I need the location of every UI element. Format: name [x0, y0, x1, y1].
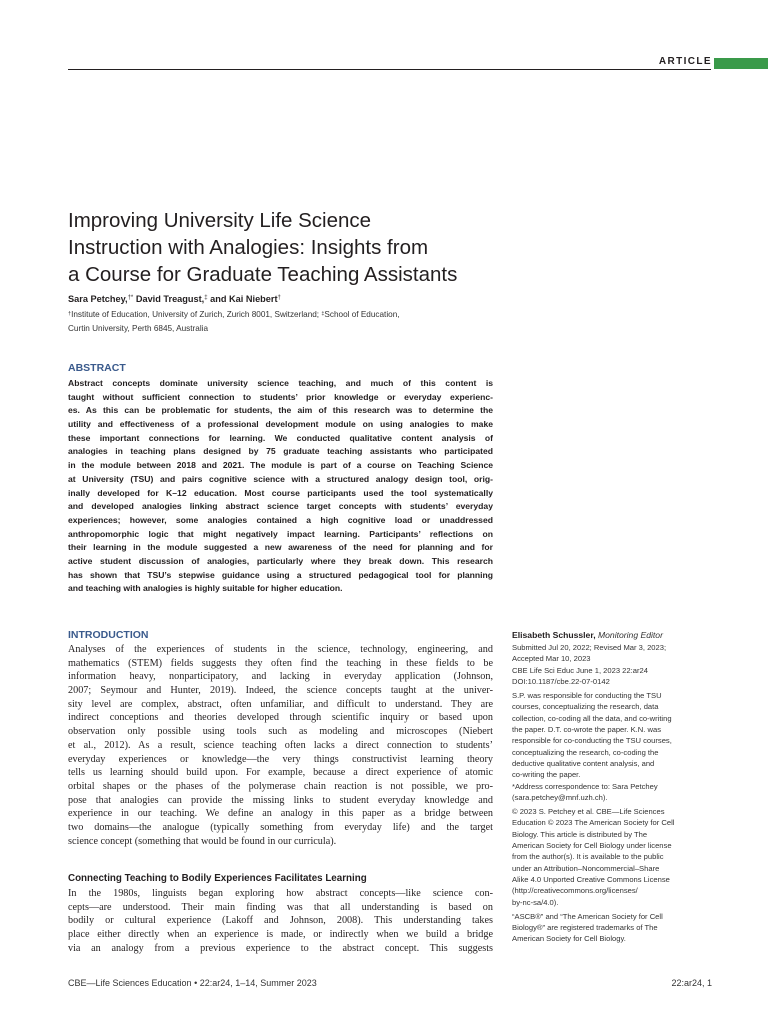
- article-metadata-sidebar: [512, 630, 712, 945]
- body-line: tells us learning should build upon. For example, because a direct experience of atomic: [68, 767, 493, 779]
- copyright-notice: Education © 2023 The American Society for Cell: [512, 818, 675, 828]
- copyright-notice: © 2023 S. Petchey et al. CBE—Life Sciences: [512, 807, 665, 817]
- affiliation-marker: †: [68, 311, 72, 317]
- journal-footer: CBE—Life Sciences Education • 22:ar24, 1–14, Summer 2023: [68, 978, 317, 988]
- body-line: pose that analogies can provide the missing links to student everyday knowledge and: [68, 794, 493, 806]
- article-title: [68, 207, 538, 288]
- submission-dates: Accepted Mar 10, 2023: [512, 654, 591, 664]
- abstract-line: these important connections for learning. We conducted qualitative content analysis of: [68, 432, 493, 443]
- body-line: cepts—are understood. Their main finding was that all understanding is based on: [68, 901, 493, 913]
- page-number: 22:ar24, 1: [671, 978, 712, 988]
- trademark-notice: “ASCB®” and “The American Society for Cell: [512, 911, 663, 921]
- body-line: science concept (something that would be found in our curricula).: [68, 835, 337, 847]
- header-accent-bar: [714, 58, 768, 69]
- author-marker: †: [277, 295, 281, 301]
- abstract-line: experiences; however, some analogies contained a high cognitive load or unaddressed: [68, 514, 493, 525]
- body-line: information heavy, nonparticipatory, and lacking in everyday application (Johnson,: [68, 671, 493, 683]
- abstract-line: utility and effectiveness of a professional development module on using analogies to make: [68, 419, 493, 430]
- trademark-notice: Biology®” are registered trademarks of The: [512, 923, 658, 933]
- trademark-notice: American Society for Cell Biology.: [512, 934, 626, 944]
- affiliation-marker: ‡: [321, 311, 325, 317]
- body-line: indirect conceptions and theories developed through scientific inquiry or based upon: [68, 712, 493, 724]
- author-contributions: deductive qualitative content analysis, and: [512, 758, 655, 768]
- author-contributions: responsible for co-conducting the TSU courses,: [512, 736, 672, 746]
- body-line: In the 1980s, linguists began exploring how abstract concepts—like science con-: [68, 888, 493, 899]
- author-contributions: co-writing the paper.: [512, 770, 581, 780]
- editor-name: Elisabeth Schussler,: [512, 630, 596, 640]
- header-rule: [68, 69, 711, 70]
- author-contributions: courses, conceptualizing the research, data: [512, 702, 659, 712]
- affiliations: [68, 308, 508, 335]
- copyright-notice: under an Attribution–Noncommercial–Share: [512, 863, 660, 873]
- copyright-notice: from the author(s). It is available to the public: [512, 852, 664, 862]
- author-marker: ‡: [204, 295, 208, 301]
- license-link[interactable]: by-nc-sa/4.0).: [512, 897, 559, 907]
- body-line: via an analogy from a previous experience to the abstract concept. This suggests: [68, 942, 493, 954]
- abstract-line: their learning in the module suggested a new awareness of the need for planning and for: [68, 542, 493, 553]
- introduction-heading: INTRODUCTION: [68, 629, 149, 641]
- author-contributions: S.P. was responsible for conducting the TSU: [512, 691, 662, 701]
- abstract-line: has shown that TSU’s stepwise guidance using a structured pedagogical tool for planning: [68, 569, 493, 580]
- submission-dates: Submitted Jul 20, 2022; Revised Mar 3, 2023;: [512, 643, 667, 652]
- copyright-notice: American Society for Cell Biology under license: [512, 841, 672, 851]
- body-line: Analyses of the experiences of students in the science, technology, engineering, and: [68, 644, 493, 655]
- body-line: place either directly when an experience is made, or indirectly when we build a bridge: [68, 929, 493, 941]
- author-name: Sara Petchey,: [68, 294, 128, 304]
- body-line: two domains—the analogue (typically something from everyday life) and the target: [68, 821, 493, 833]
- abstract-line: in the module between 2018 and 2021. The module is part of a course on Teaching Science: [68, 460, 493, 471]
- body-line: et al., 2012). As a result, science teaching often lacks a direct connection to students’: [68, 739, 493, 751]
- author-marker: †*: [127, 295, 134, 301]
- citation-info: CBE Life Sci Educ June 1, 2023 22:ar24: [512, 665, 648, 675]
- abstract-line: inally developed for K–12 education. Most course participants used the tool systematically: [68, 487, 493, 498]
- copyright-notice: Biology. This article is distributed by The: [512, 829, 648, 839]
- body-line: everyday experiences or knowledge—the very things constructivist learning theory: [68, 753, 493, 765]
- abstract-line: taught without sufficient connection to students’ prior knowledge or everyday experienc-: [68, 391, 493, 402]
- body-line: bodily or cultural experience (Lakoff and Johnson, 2008). This understanding takes: [68, 915, 493, 927]
- title-line: a Course for Graduate Teaching Assistants: [68, 263, 458, 286]
- abstract-heading: ABSTRACT: [68, 362, 126, 374]
- abstract-line: and teaching with analogies is highly suitable for higher education.: [68, 583, 343, 594]
- abstract-line: anthropomorphic logic that might negatively impact learning. Participants’ reflections on: [68, 528, 493, 539]
- abstract-line: at University (TSU) and pairs cognitive science with a structured analogy design tool, orig-: [68, 473, 493, 484]
- doi: DOI:10.1187/cbe.22-07-0142: [512, 676, 610, 686]
- article-type-label: ARTICLE: [658, 56, 712, 67]
- section-body: [68, 887, 493, 955]
- correspondence-email: (sara.petchey@mnf.uzh.ch).: [512, 792, 608, 802]
- body-line: experience in our teaching. We define an analogy in this paper as a bridge between: [68, 808, 493, 820]
- copyright-notice: Alike 4.0 Unported Creative Commons License: [512, 874, 670, 884]
- title-line: Instruction with Analogies: Insights from: [68, 236, 429, 259]
- abstract-line: Abstract concepts dominate university science teaching, and much of this content is: [68, 378, 493, 388]
- abstract-line: and developed analogies linking abstract science target concepts with students’ everyday: [68, 501, 493, 512]
- affiliation-text: Institute of Education, University of Zurich, Zurich 8001, Switzerland;: [71, 310, 322, 319]
- abstract-line: es. As this can be problematic for students, the aim of this research was to determine the: [68, 405, 493, 416]
- body-line: sity level are complex, abstract, often unfamiliar, and difficult to understand. They are: [68, 698, 493, 710]
- affiliation-text: Curtin University, Perth 6845, Australia: [68, 323, 209, 333]
- author-name: and Kai Niebert: [207, 294, 278, 304]
- title-line: Improving University Life Science: [68, 209, 372, 232]
- editor-role: Monitoring Editor: [597, 630, 663, 640]
- introduction-body: [68, 643, 493, 848]
- affiliation-text: School of Education,: [324, 310, 400, 319]
- body-line: orbital shapes or the phases of the polymerase chain reaction is not possible, we pro-: [68, 780, 493, 792]
- abstract-line: analogies in teaching plans designed by 75 graduate teaching assistants who participated: [68, 446, 493, 457]
- correspondence: *Address correspondence to: Sara Petchey: [512, 781, 658, 791]
- author-list: [68, 294, 281, 304]
- license-link[interactable]: (http://creativecommons.org/licenses/: [512, 886, 638, 896]
- author-contributions: collection, co-coding all the data, and co-writing: [512, 713, 672, 723]
- author-contributions: the paper. D.T. co-wrote the paper. K.N. was: [512, 725, 661, 735]
- body-line: observation only possible using tools such as modeling and microscopes (Niebert: [68, 726, 493, 738]
- abstract-line: active student discussion of analogies, particularly where they break down. This research: [68, 555, 493, 566]
- author-name: David Treagust,: [133, 294, 205, 304]
- abstract-body: [68, 377, 493, 596]
- monitoring-editor: [512, 630, 712, 640]
- author-contributions: conceptualizing the research, co-coding the: [512, 747, 659, 757]
- section-subheading: Connecting Teaching to Bodily Experiences Facilitates Learning: [68, 873, 367, 884]
- body-line: mathematics (STEM) fields suggests they often find the teaching in these fields to be: [68, 657, 493, 669]
- body-line: 2007; Seymour and Hunter, 2019). Indeed, the science concepts taught at the univer-: [68, 685, 493, 697]
